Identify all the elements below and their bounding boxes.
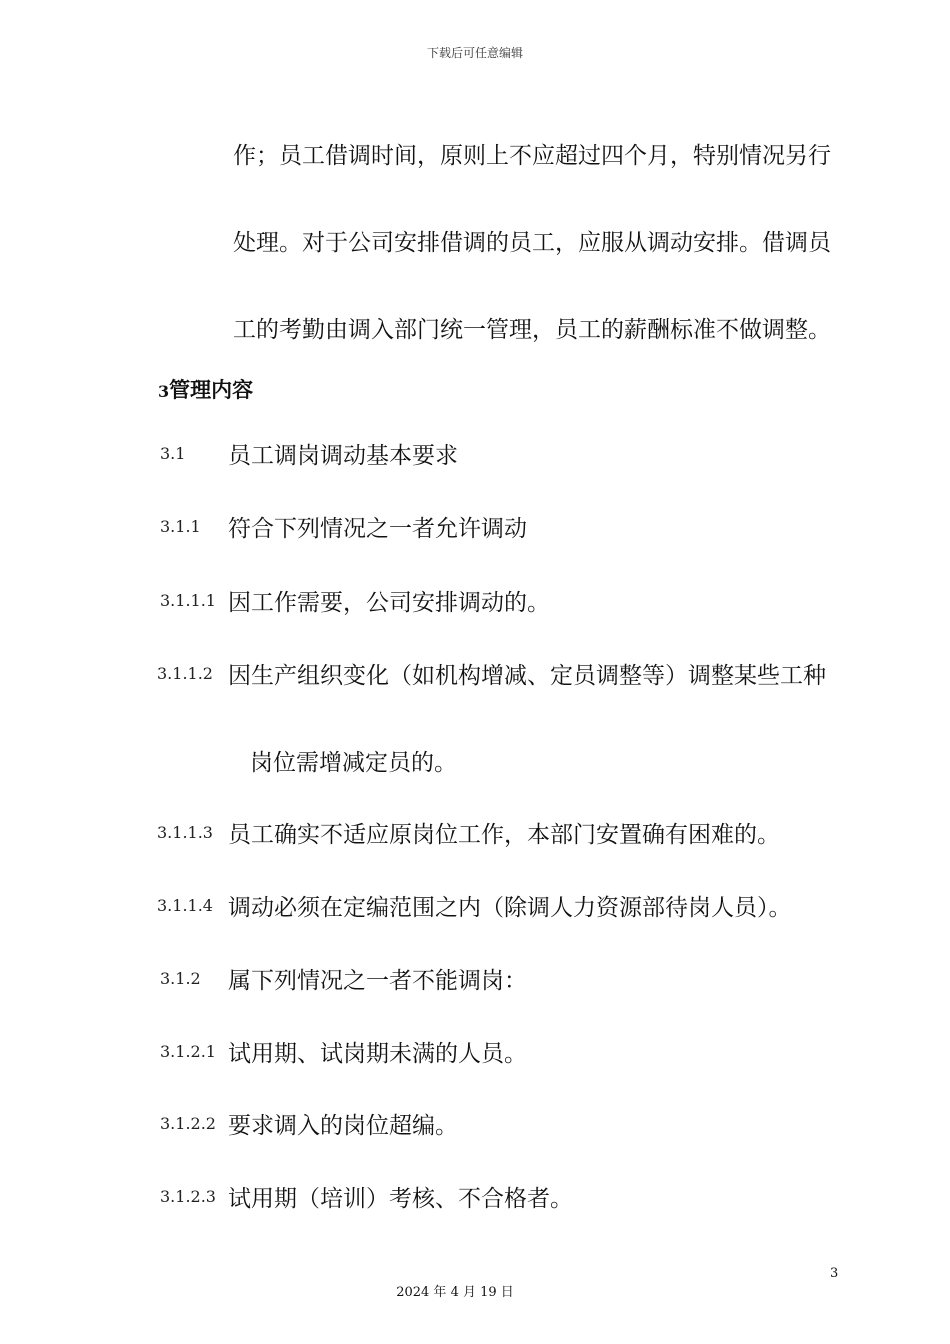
body-paragraph-line: 处理。对于公司安排借调的员工，应服从调动安排。借调员: [233, 230, 831, 256]
item-text: 因生产组织变化（如机构增减、定员调整等）调整某些工种: [228, 663, 826, 689]
item-number: 3.1.2.2: [160, 1114, 216, 1133]
item-text: 试用期、试岗期未满的人员。: [228, 1041, 527, 1067]
page-header: 下载后可任意编辑: [426, 46, 523, 60]
item-text: 试用期（培训）考核、不合格者。: [228, 1186, 573, 1212]
item-number: 3.1.1: [160, 517, 201, 536]
item-number: 3.1.1.3: [157, 823, 213, 842]
section-number: 3: [158, 382, 170, 401]
footer-date: 2024 年 4 月 19 日: [396, 1285, 514, 1300]
section-title: 管理内容: [169, 378, 254, 402]
item-text: 属下列情况之一者不能调岗：: [228, 968, 527, 994]
body-paragraph-line: 作；员工借调时间，原则上不应超过四个月，特别情况另行: [233, 143, 831, 169]
item-text-continuation: 岗位需增减定员的。: [250, 750, 457, 776]
section-heading: [158, 374, 253, 404]
item-number: 3.1.1.4: [157, 896, 213, 915]
item-text: 员工调岗调动基本要求: [228, 443, 458, 469]
item-text: 要求调入的岗位超编。: [228, 1113, 458, 1139]
item-number: 3.1.2.3: [160, 1187, 216, 1206]
item-number: 3.1.2.1: [160, 1042, 216, 1061]
item-number: 3.1.1.1: [160, 591, 216, 610]
item-text: 因工作需要，公司安排调动的。: [228, 590, 550, 616]
item-text: 员工确实不适应原岗位工作，本部门安置确有困难的。: [228, 822, 780, 848]
page-number: 3: [830, 1266, 839, 1281]
item-number: 3.1.2: [160, 969, 201, 988]
body-paragraph-line: 工的考勤由调入部门统一管理，员工的薪酬标准不做调整。: [233, 317, 831, 343]
item-number: 3.1.1.2: [157, 664, 213, 683]
item-number: 3.1: [160, 444, 186, 463]
item-text: 调动必须在定编范围之内（除调人力资源部待岗人员）。: [228, 895, 792, 921]
item-text: 符合下列情况之一者允许调动: [228, 516, 527, 542]
